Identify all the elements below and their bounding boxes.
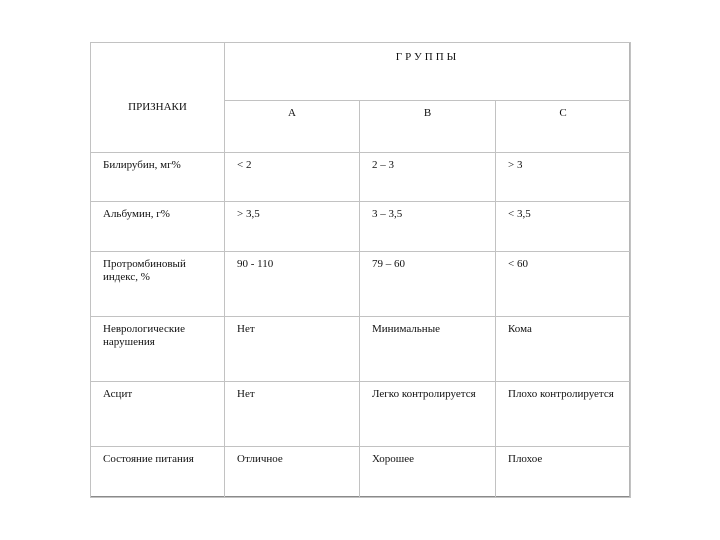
child-pugh-table (90, 42, 631, 498)
table-corner-cell (91, 43, 225, 153)
row-value-c: Плохо контролируется (496, 382, 631, 447)
row-feature-cell: Состояние питания (91, 447, 225, 498)
row-value-b: 3 – 3,5 (360, 202, 496, 252)
column-header-c: C (496, 101, 631, 153)
row-value-c: > 3 (496, 153, 631, 202)
table-row (91, 447, 631, 498)
row-value-c: < 3,5 (496, 202, 631, 252)
child-pugh-table-container (90, 42, 630, 498)
table-row (91, 153, 631, 202)
groups-header: ГРУППЫ (395, 51, 460, 63)
row-feature-cell: Асцит (91, 382, 225, 447)
row-feature-cell: Альбумин, г% (91, 202, 225, 252)
table-row (91, 202, 631, 252)
table-header-row-groups (91, 43, 631, 101)
table-row (91, 382, 631, 447)
groups-header-cell (225, 43, 631, 101)
row-value-a: < 2 (225, 153, 360, 202)
row-value-b: Минимальные (360, 317, 496, 382)
column-header-b: B (360, 101, 496, 153)
row-value-a: Нет (225, 317, 360, 382)
row-value-b: Легко контролируется (360, 382, 496, 447)
table-row (91, 252, 631, 317)
row-value-a: 90 - 110 (225, 252, 360, 317)
row-value-b: 79 – 60 (360, 252, 496, 317)
table-row (91, 317, 631, 382)
row-value-a: > 3,5 (225, 202, 360, 252)
row-feature-cell: Неврологические нарушения (91, 317, 225, 382)
row-value-b: 2 – 3 (360, 153, 496, 202)
row-value-c: Плохое (496, 447, 631, 498)
row-feature-cell: Протромбиновый индекс, % (91, 252, 225, 317)
row-value-c: Кома (496, 317, 631, 382)
row-value-c: < 60 (496, 252, 631, 317)
row-value-a: Нет (225, 382, 360, 447)
feature-header: ПРИЗНАКИ (128, 101, 187, 113)
column-header-a: A (225, 101, 360, 153)
row-value-b: Хорошее (360, 447, 496, 498)
row-feature-cell: Билирубин, мг% (91, 153, 225, 202)
row-value-a: Отличное (225, 447, 360, 498)
